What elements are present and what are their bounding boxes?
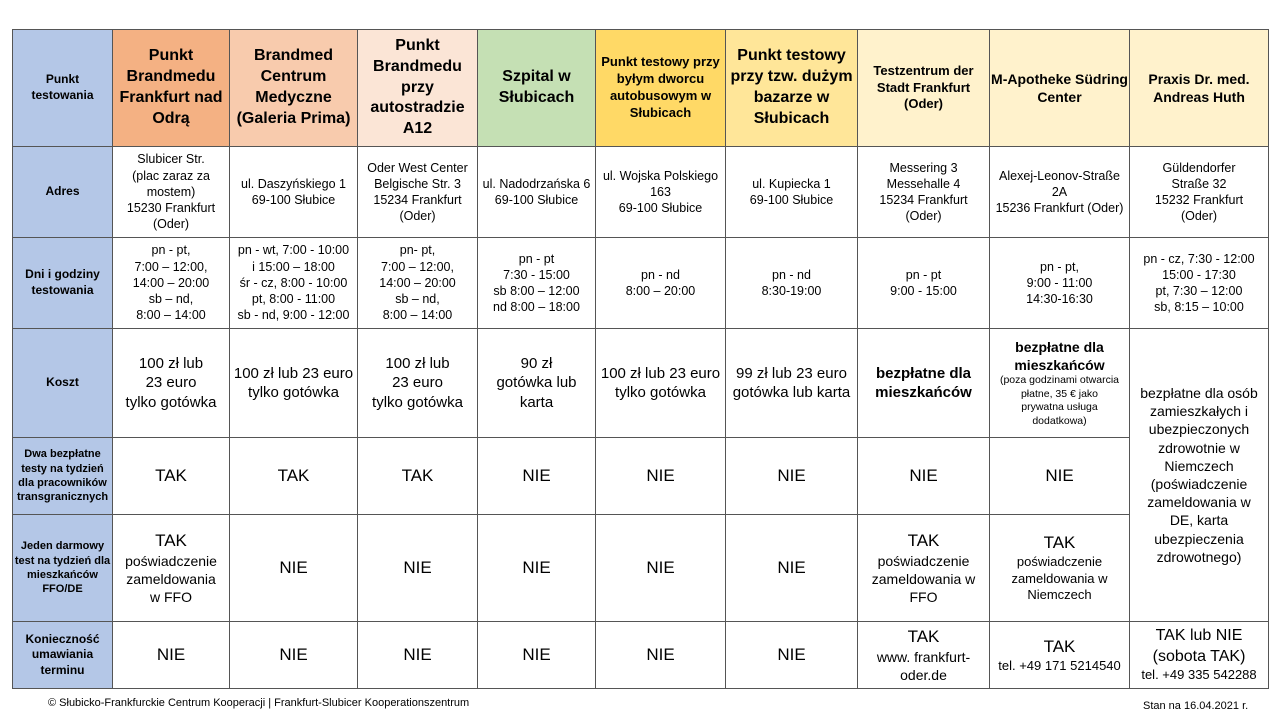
text-line: tel. +49 335 542288 — [1141, 667, 1257, 683]
text-line: (Oder) — [905, 209, 942, 224]
cost-cell — [478, 329, 596, 438]
text-line: Alexej-Leonov-Straße — [999, 168, 1120, 183]
text-line: tylko gotówka — [372, 393, 463, 411]
text-line: (sobota TAK) — [1152, 647, 1246, 665]
text-line: 9:00 - 11:00 — [1026, 275, 1093, 290]
text-line: 100 zł lub — [138, 354, 204, 372]
text-line: 7:00 – 12:00, — [381, 259, 454, 274]
appointment-cell — [113, 622, 230, 689]
row-label-address: Adres — [13, 147, 113, 238]
two-free-cell: TAK — [230, 438, 358, 515]
text-line: karta — [519, 393, 554, 411]
text-line: NIE — [403, 644, 432, 664]
text-line: pn - nd — [772, 267, 811, 282]
text-line: TAK — [907, 530, 940, 550]
text-line: ul. Wojska Polskiego — [602, 168, 719, 183]
footer-copyright: © Słubicko-Frankfurckie Centrum Kooperacji | Frankfurt-Slubicer Kooperationszentrum — [48, 697, 470, 709]
text-line: (poza godzinami otwarcia — [999, 373, 1120, 386]
text-line: Belgische Str. 3 — [374, 176, 461, 191]
address-cell — [113, 147, 230, 238]
two-free-cell: NIE — [858, 438, 990, 515]
text-line: 15232 Frankfurt — [1154, 193, 1244, 207]
text-line: 15230 Frankfurt — [126, 201, 216, 216]
row-label-appointment: Konieczność umawiania terminu — [13, 622, 113, 689]
hours-row — [13, 238, 1269, 329]
appointment-cell-link — [858, 622, 990, 689]
column-header-szpital: Szpital w Słubicach — [478, 30, 596, 147]
cost-cell — [596, 329, 726, 438]
text-line: Straße 32 — [1171, 176, 1227, 191]
text-line: 14:00 – 20:00 — [379, 275, 456, 290]
text-line: bezpłatne dla osób — [1140, 385, 1258, 402]
address-cell — [858, 147, 990, 238]
text-line: tylko gotówka — [615, 384, 706, 401]
row-label-cost: Koszt — [13, 329, 113, 438]
text-line: 100 zł lub — [385, 354, 450, 372]
cost-cell — [858, 329, 990, 438]
text-line: pn - pt, — [151, 243, 191, 258]
text-line: poświadczenie — [877, 552, 970, 569]
appointment-cell-praxis — [1130, 622, 1269, 689]
one-free-cell — [230, 515, 358, 622]
text-line: TAK — [155, 530, 187, 550]
address-row — [13, 147, 1269, 238]
text-line: 23 euro — [392, 374, 443, 392]
row-label-one-free: Jeden darmowy test na tydzień dla mieszkańców FFO/DE — [13, 515, 113, 622]
appointment-cell — [358, 622, 478, 689]
text-line: pn - wt, 7:00 - 10:00 — [237, 243, 350, 258]
text-line: poświadczenie — [1016, 553, 1103, 569]
cost-cell — [726, 329, 858, 438]
address-cell — [596, 147, 726, 238]
text-line: ubezpieczonych — [1148, 421, 1250, 438]
column-header-brandmed-galeria: Brandmed Centrum Medyczne (Galeria Prima) — [230, 30, 358, 147]
one-free-cell — [858, 515, 990, 622]
text-line: NIE — [646, 644, 675, 664]
text-line: pt, 8:00 - 11:00 — [251, 292, 336, 307]
text-line: Messering 3 — [889, 160, 958, 175]
column-header-dworzec: Punkt testowy przy byłym dworcu autobusowym w Słubicach — [596, 30, 726, 147]
text-line: sb 8:00 – 12:00 — [493, 284, 580, 298]
text-line: NIE — [777, 644, 806, 664]
text-line: 100 zł lub 23 euro — [233, 364, 354, 382]
text-line: 100 zł lub 23 euro — [600, 364, 721, 382]
text-line: tylko gotówka — [248, 384, 339, 401]
text-line: zameldowania w — [1011, 570, 1108, 586]
one-free-row — [13, 515, 1269, 622]
text-line: NIE — [403, 557, 432, 577]
text-line: NIE — [156, 644, 186, 664]
text-line: 69-100 Słubice — [749, 193, 834, 207]
text-line: 69-100 Słubice — [618, 201, 703, 216]
hours-cell — [478, 238, 596, 329]
cost-cell — [230, 329, 358, 438]
text-line: FFO — [909, 589, 938, 606]
hours-cell — [230, 238, 358, 329]
text-line: pn - cz, 7:30 - 12:00 — [1143, 251, 1255, 266]
text-line: 90 zł — [520, 354, 553, 372]
text-line: prywatna usługa — [1021, 401, 1098, 414]
text-line: sb, 8:15 – 10:00 — [1154, 300, 1244, 315]
one-free-cell — [113, 515, 230, 622]
column-header-bazar: Punkt testowy przy tzw. dużym bazarze w Słubicach — [726, 30, 858, 147]
text-line: pn - pt, — [1040, 259, 1079, 274]
two-free-row — [13, 438, 1269, 515]
text-line: pn - nd — [641, 267, 680, 282]
header-row — [13, 30, 1269, 147]
text-line: 163 — [650, 184, 671, 199]
cost-note-text — [991, 374, 1128, 429]
two-free-cell: NIE — [478, 438, 596, 515]
hours-cell — [858, 238, 990, 329]
text-line: nd 8:00 – 18:00 — [493, 300, 580, 315]
two-free-cell: TAK — [113, 438, 230, 515]
text-line: Slubicer Str. — [137, 152, 205, 167]
column-header-brandmed-a12: Punkt Brandmedu przy autostradzie A12 — [358, 30, 478, 147]
text-line: TAK — [907, 626, 940, 646]
text-line: 99 zł lub 23 euro — [736, 364, 847, 382]
appointment-cell — [726, 622, 858, 689]
appointment-row — [13, 622, 1269, 689]
text-line: ubezpieczenia — [1154, 530, 1244, 547]
text-line: TAK lub NIE — [1155, 626, 1243, 644]
text-line: 8:30-19:00 — [761, 284, 822, 298]
text-line: ul. Nadodrzańska 6 — [482, 176, 591, 191]
text-line: tel. +49 171 5214540 — [998, 657, 1121, 673]
text-line: pn - pt — [905, 267, 942, 282]
text-line: bezpłatne dla — [1015, 338, 1104, 355]
text-line: 69-100 Słubice — [251, 193, 336, 207]
column-header-praxis-huth: Praxis Dr. med. Andreas Huth — [1130, 30, 1269, 147]
row-label-two-free: Dwa bezpłatne testy na tydzień dla pracowników transgranicznych — [13, 438, 113, 515]
testing-points-table — [12, 29, 1269, 689]
text-line: gotówka lub — [496, 374, 577, 392]
cost-cell-praxis-merged — [1130, 329, 1269, 622]
address-cell — [990, 147, 1130, 238]
one-free-cell — [990, 515, 1130, 622]
text-line: DE, karta — [1169, 512, 1229, 529]
text-line: ul. Kupiecka 1 — [752, 176, 831, 191]
row-label-point: Punkt testowania — [13, 30, 113, 147]
two-free-cell: TAK — [358, 438, 478, 515]
text-line: i 15:00 – 18:00 — [252, 259, 335, 274]
text-line: www. frankfurt- — [876, 648, 971, 665]
text-line: 8:00 – 14:00 — [382, 308, 453, 323]
text-line: 15236 Frankfurt (Oder) — [995, 201, 1124, 216]
text-line: bezpłatne dla — [875, 364, 972, 382]
text-line: 14:00 – 20:00 — [132, 275, 210, 290]
text-line: 15234 Frankfurt — [373, 193, 462, 207]
hours-cell — [113, 238, 230, 329]
text-line: mieszkańców — [1014, 356, 1105, 373]
column-header-testzentrum: Testzentrum der Stadt Frankfurt (Oder) — [858, 30, 990, 147]
text-line: zamieszkałych i — [1149, 403, 1249, 420]
text-line: Oder West Center — [367, 160, 468, 175]
text-line: 15:00 - 17:30 — [1162, 267, 1236, 282]
column-header-m-apotheke: M-Apotheke Südring Center — [990, 30, 1130, 147]
text-line: pn - pt — [518, 251, 555, 266]
text-line: tylko gotówka — [125, 393, 217, 411]
hours-cell — [726, 238, 858, 329]
appointment-cell — [596, 622, 726, 689]
cost-row — [13, 329, 1269, 438]
address-cell — [230, 147, 358, 238]
text-line: sb – nd, — [395, 292, 440, 307]
text-line: poświadczenie — [125, 552, 217, 569]
two-free-cell: NIE — [596, 438, 726, 515]
cost-bold-text — [991, 338, 1128, 374]
text-line: 7:30 - 15:00 — [503, 267, 570, 282]
hours-cell — [358, 238, 478, 329]
text-line: zdrowotnie w — [1158, 439, 1240, 456]
text-line: gotówka lub karta — [732, 384, 851, 401]
text-line: zameldowania — [126, 570, 216, 587]
address-cell — [726, 147, 858, 238]
cost-cell-m-apotheke — [990, 329, 1130, 438]
text-line: (Oder) — [399, 209, 436, 224]
text-line: oder.de — [900, 667, 947, 684]
two-free-cell: NIE — [726, 438, 858, 515]
text-line: 23 euro — [145, 374, 197, 392]
column-header-brandmed-frankfurt: Punkt Brandmedu Frankfurt nad Odrą — [113, 30, 230, 147]
text-line: (poświadczenie — [1150, 476, 1248, 492]
text-line: TAK — [1043, 636, 1076, 656]
text-line: NIE — [646, 557, 675, 577]
text-line: NIE — [777, 557, 806, 577]
text-line: 7:00 – 12:00, — [134, 259, 208, 274]
cost-cell — [113, 329, 230, 438]
text-line: pn- pt, — [399, 243, 436, 258]
text-line: Güldendorfer — [1162, 160, 1236, 175]
text-line: (Oder) — [1180, 209, 1218, 224]
one-free-cell — [358, 515, 478, 622]
text-line: Niemczech — [1164, 457, 1234, 474]
text-line: dodatkowa) — [1032, 414, 1087, 427]
appointment-cell-phone — [990, 622, 1130, 689]
hours-cell — [990, 238, 1130, 329]
address-cell — [478, 147, 596, 238]
text-line: NIE — [522, 557, 551, 577]
text-line: TAK — [1043, 532, 1076, 552]
text-line: 9:00 - 15:00 — [890, 284, 957, 298]
hours-cell — [596, 238, 726, 329]
text-line: w FFO — [150, 589, 192, 606]
one-free-cell — [596, 515, 726, 622]
address-cell — [358, 147, 478, 238]
appointment-cell — [230, 622, 358, 689]
two-free-cell: NIE — [990, 438, 1130, 515]
text-line: ul. Daszyńskiego 1 — [241, 176, 346, 191]
text-line: NIE — [279, 644, 308, 664]
footer-date: Stan na 16.04.2021 r. — [1143, 700, 1249, 712]
text-line: płatne, 35 € jako — [1020, 387, 1099, 400]
text-line: 69-100 Słubice — [494, 193, 579, 207]
text-line: 2A — [1051, 184, 1068, 199]
text-line: Niemczech — [1027, 587, 1092, 603]
text-line: 8:00 – 20:00 — [625, 284, 696, 298]
text-line: 14:30-16:30 — [1026, 292, 1093, 307]
text-line: śr - cz, 8:00 - 10:00 — [239, 275, 348, 290]
address-cell — [1130, 147, 1269, 238]
text-line: (Oder) — [152, 217, 190, 232]
text-line: NIE — [279, 557, 308, 577]
text-line: sb – nd, — [148, 292, 194, 307]
text-line: pt, 7:30 – 12:00 — [1155, 284, 1243, 298]
hours-cell — [1130, 238, 1269, 329]
row-label-hours: Dni i godziny testowania — [13, 238, 113, 329]
one-free-cell — [726, 515, 858, 622]
text-line: sb - nd, 9:00 - 12:00 — [237, 308, 350, 323]
text-line: NIE — [522, 644, 551, 664]
text-line: zdrowotnego) — [1156, 548, 1242, 565]
text-line: 15234 Frankfurt — [879, 193, 968, 207]
cost-cell — [358, 329, 478, 438]
text-line: Messehalle 4 — [886, 176, 961, 191]
text-line: mieszkańców — [875, 384, 972, 401]
text-line: zameldowania w — [1147, 494, 1251, 511]
one-free-cell — [478, 515, 596, 622]
text-line: 8:00 – 14:00 — [136, 308, 206, 323]
appointment-cell — [478, 622, 596, 689]
text-line: (plac zaraz za mostem) — [132, 168, 210, 199]
text-line: zameldowania w — [871, 570, 976, 587]
